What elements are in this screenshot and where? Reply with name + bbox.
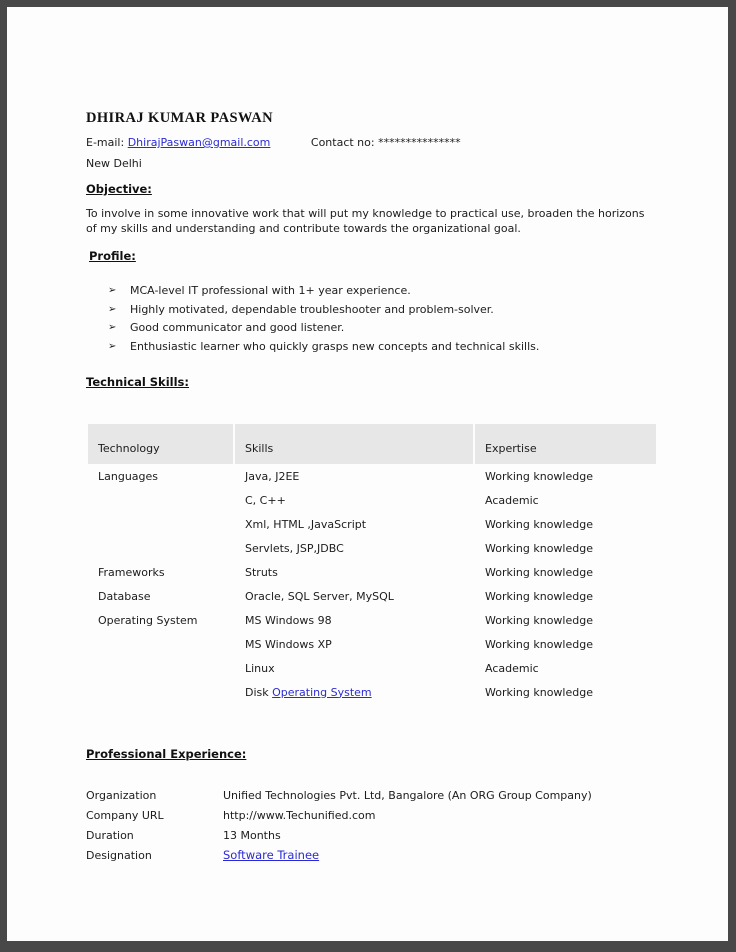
profile-item [108,283,650,298]
profile-heading: Profile: [89,249,136,263]
cell-expertise: Working knowledge [485,613,593,627]
table-row [88,465,656,488]
email-link[interactable]: DhirajPaswan@gmail.com [127,136,271,149]
cell-expertise: Working knowledge [485,589,593,603]
profile-item-text: MCA-level IT professional with 1+ year experience. [130,284,411,297]
arrow-bullet-icon: ➢ [108,322,117,333]
skills-table [86,423,658,705]
cell-skills: C, C++ [245,493,286,507]
cell-technology: Operating System [98,613,198,627]
header-expertise: Expertise [475,424,656,464]
table-row [88,633,656,656]
profile-item-text: Highly motivated, dependable troubleshooter and problem-solver. [130,302,494,316]
table-row [88,681,656,704]
arrow-bullet-icon: ➢ [108,285,117,296]
resume-content [7,7,728,862]
resume-name: DHIRAJ KUMAR PASWAN [86,110,273,126]
profile-item [108,302,650,317]
objective-text: To involve in some innovative work that will put my knowledge to practical use, broaden the horizons of my skills and understanding and contribute towards the organizational goal. [86,207,645,235]
email-label: E-mail: [86,136,125,149]
cell-technology [88,537,233,560]
experience-row [86,849,650,862]
cell-expertise: Working knowledge [485,469,593,483]
experience-value: http://www.Techunified.com [223,808,376,822]
profile-list [108,283,650,354]
cell-technology: Frameworks [98,565,165,579]
cell-skills: Oracle, SQL Server, MySQL [245,589,394,603]
cell-technology [88,633,233,656]
cell-technology [88,489,233,512]
table-row [88,513,656,536]
experience-label: Duration [86,828,134,842]
profile-item-text: Enthusiastic learner who quickly grasps new concepts and technical skills. [130,339,540,353]
cell-skills: Xml, HTML ,JavaScript [245,517,367,531]
arrow-bullet-icon: ➢ [108,303,117,315]
experience-label: Designation [86,848,152,862]
contact-line [86,135,650,150]
cell-skills: MS Windows 98 [245,613,332,627]
arrow-bullet-icon: ➢ [108,340,117,352]
profile-item [108,339,650,354]
cell-expertise: Working knowledge [485,517,593,531]
experience-section [86,789,650,862]
cell-skills-prefix: Disk [245,685,273,699]
experience-label: Organization [86,788,157,802]
table-row [88,489,656,512]
cell-skills: Java, J2EE [245,469,300,483]
table-row [88,537,656,560]
cell-skills: Servlets, JSP,JDBC [245,541,344,555]
cell-technology: Languages [98,469,159,483]
resume-page [7,7,728,941]
contact-value: *************** [378,136,461,149]
cell-expertise: Working knowledge [485,541,593,555]
experience-value: Unified Technologies Pvt. Ltd, Bangalore (An ORG Group Company) [223,788,592,802]
skills-table-header-row [88,424,656,464]
objective-heading: Objective: [86,182,152,196]
location-text: New Delhi [86,157,142,170]
experience-row [86,829,650,842]
cell-technology [88,513,233,536]
cell-expertise: Working knowledge [485,685,593,699]
cell-expertise: Working knowledge [485,637,593,651]
experience-row [86,809,650,822]
cell-expertise: Academic [485,661,539,675]
table-row [88,585,656,608]
table-row [88,609,656,632]
table-row [88,561,656,584]
contact-label: Contact no: [310,136,375,149]
experience-heading: Professional Experience: [86,746,247,761]
header-skills: Skills [235,424,473,464]
cell-technology [88,657,233,680]
cell-skills: Linux [245,661,275,675]
header-technology: Technology [88,424,233,464]
designation-link[interactable]: Software Trainee [223,847,320,862]
cell-skills [235,681,473,704]
cell-expertise: Academic [485,493,539,507]
table-row [88,657,656,680]
cell-expertise: Working knowledge [485,565,593,579]
profile-item-text: Good communicator and good listener. [130,321,345,334]
technical-skills-heading: Technical Skills: [86,374,189,389]
experience-value: 13 Months [223,828,281,842]
cell-technology: Database [98,589,151,603]
cell-skills: MS Windows XP [245,637,332,651]
cell-skills: Struts [245,565,278,579]
disk-operating-system-link[interactable]: Operating System [272,685,372,699]
profile-item [108,320,650,335]
experience-label: Company URL [86,808,164,822]
experience-value [223,849,319,862]
experience-row [86,789,650,802]
cell-technology [88,681,233,704]
contact-group [311,136,461,149]
